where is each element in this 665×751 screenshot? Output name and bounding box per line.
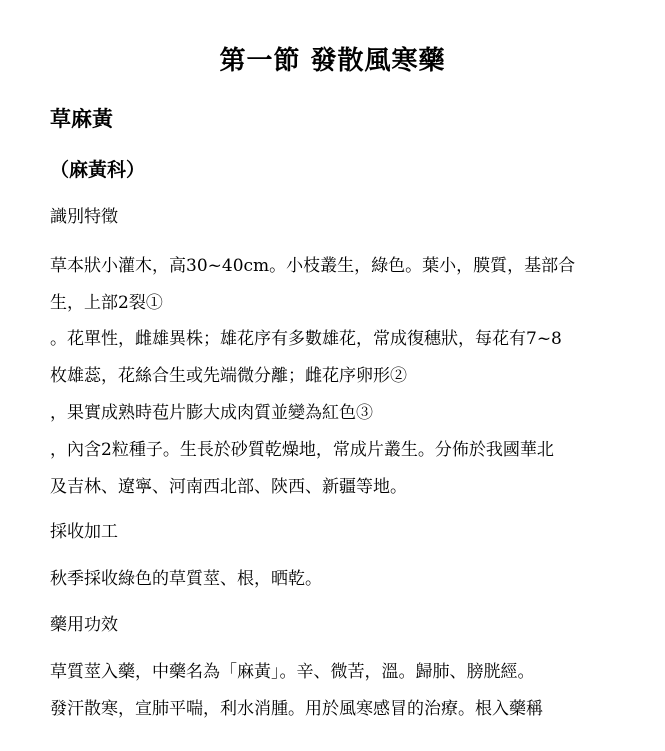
identification-line: 草本狀小灌木，高30~40cm。小枝叢生，綠色。葉小，膜質，基部合 xyxy=(50,256,576,276)
harvest-heading: 採收加工 xyxy=(50,522,118,542)
herb-family: （麻黃科） xyxy=(50,159,146,181)
herb-title: 草麻黃 xyxy=(50,106,113,131)
identification-line: 及吉林、遼寧、河南西北部、陝西、新疆等地。 xyxy=(50,477,407,497)
identification-line: 。花單性，雌雄異株；雄花序有多數雄花，常成復穗狀，每花有7~8 xyxy=(50,329,562,349)
identification-heading: 識別特徵 xyxy=(50,207,118,227)
efficacy-line: 發汗散寒，宣肺平喘，利水消腫。用於風寒感冒的治療。根入藥稱 xyxy=(50,699,543,719)
identification-line: 生，上部2裂① xyxy=(50,293,163,313)
chapter-title: 第一節 發散風寒藥 xyxy=(219,46,446,76)
identification-line: 枚雄蕊，花絲合生或先端微分離；雌花序卵形② xyxy=(50,366,407,386)
identification-line: ，果實成熟時苞片膨大成肉質並變為紅色③ xyxy=(50,403,373,423)
efficacy-line: 草質莖入藥，中藥名為「麻黃」。辛、微苦，溫。歸肺、膀胱經。 xyxy=(50,662,535,682)
identification-line: ，內含2粒種子。生長於砂質乾燥地，常成片叢生。分佈於我國華北 xyxy=(50,440,554,460)
efficacy-heading: 藥用功效 xyxy=(50,615,118,635)
harvest-line: 秋季採收綠色的草質莖、根，晒乾。 xyxy=(50,569,322,589)
